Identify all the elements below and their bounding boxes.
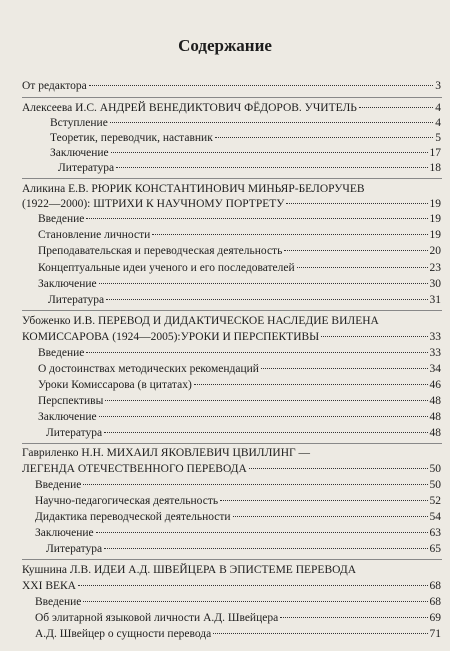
toc-entry: (1922—2000): ШТРИХИ К НАУЧНОМУ ПОРТРЕТУ 19: [22, 198, 441, 210]
toc-entry-heading: Аликина Е.В. РЮРИК КОНСТАНТИНОВИЧ МИНЬЯР-БЕЛОРУЧЕВ: [22, 183, 365, 195]
section-divider: [22, 443, 442, 444]
toc-entry: Алексеева И.С. АНДРЕЙ ВЕНЕДИКТОВИЧ ФЁДОРОВ. УЧИТЕЛЬ 4: [22, 102, 441, 114]
toc-entry: XXI ВЕКА 68: [22, 580, 441, 592]
toc-entry: О достоинствах методических рекомендаций 34: [38, 363, 441, 375]
toc-entry: Заключение 63: [35, 527, 441, 539]
toc-entry: Преподавательская и переводческая деятельность 20: [38, 245, 441, 257]
toc-entry: От редактора 3: [22, 80, 441, 92]
toc-entry-heading: Убоженко И.В. ПЕРЕВОД И ДИДАКТИЧЕСКОЕ НАСЛЕДИЕ ВИЛЕНА: [22, 315, 379, 327]
toc-entry: Литература 48: [46, 427, 441, 439]
toc-entry: Становление личности 19: [38, 229, 441, 241]
toc-entry: Теоретик, переводчик, наставник 5: [50, 132, 441, 144]
toc-entry: Заключение 17: [50, 147, 441, 159]
toc-entry: А.Д. Швейцер о сущности перевода 71: [35, 628, 441, 640]
section-divider: [22, 310, 442, 311]
toc-entry: Концептуальные идеи ученого и его последователей 23: [38, 262, 441, 274]
toc-entry: ЛЕГЕНДА ОТЕЧЕСТВЕННОГО ПЕРЕВОДА 50: [22, 463, 441, 475]
toc-entry-heading: Гавриленко Н.Н. МИХАИЛ ЯКОВЛЕВИЧ ЦВИЛЛИНГ —: [22, 447, 311, 459]
toc-entry: Введение 50: [35, 479, 441, 491]
toc-entry-heading: Кушнина Л.В. ИДЕИ А.Д. ШВЕЙЦЕРА В ЭПИСТЕМЕ ПЕРЕВОДА: [22, 564, 357, 576]
toc-entry: Литература 18: [58, 162, 441, 174]
toc-entry: Введение 33: [38, 347, 441, 359]
toc-entry: Уроки Комиссарова (в цитатах) 46: [38, 379, 441, 391]
section-divider: [22, 97, 442, 98]
toc-entry: Введение 19: [38, 213, 441, 225]
toc-entry: Перспективы 48: [38, 395, 441, 407]
page-title: Содержание: [178, 36, 272, 55]
toc-entry: Дидактика переводческой деятельности 54: [35, 511, 441, 523]
toc-entry: Научно-педагогическая деятельность 52: [35, 495, 441, 507]
toc-entry: Об элитарной языковой личности А.Д. Швейцера 69: [35, 612, 441, 624]
toc-entry: Вступление 4: [50, 117, 441, 129]
section-divider: [22, 559, 442, 560]
toc-entry: Заключение 48: [38, 411, 441, 423]
toc-entry: Введение 68: [35, 596, 441, 608]
toc-entry: Заключение 30: [38, 278, 441, 290]
section-divider: [22, 178, 442, 179]
toc-entry: Литература 65: [46, 543, 441, 555]
toc-entry: КОМИССАРОВА (1924—2005):УРОКИ И ПЕРСПЕКТИВЫ 33: [22, 331, 441, 343]
toc-entry: Литература 31: [48, 294, 441, 306]
